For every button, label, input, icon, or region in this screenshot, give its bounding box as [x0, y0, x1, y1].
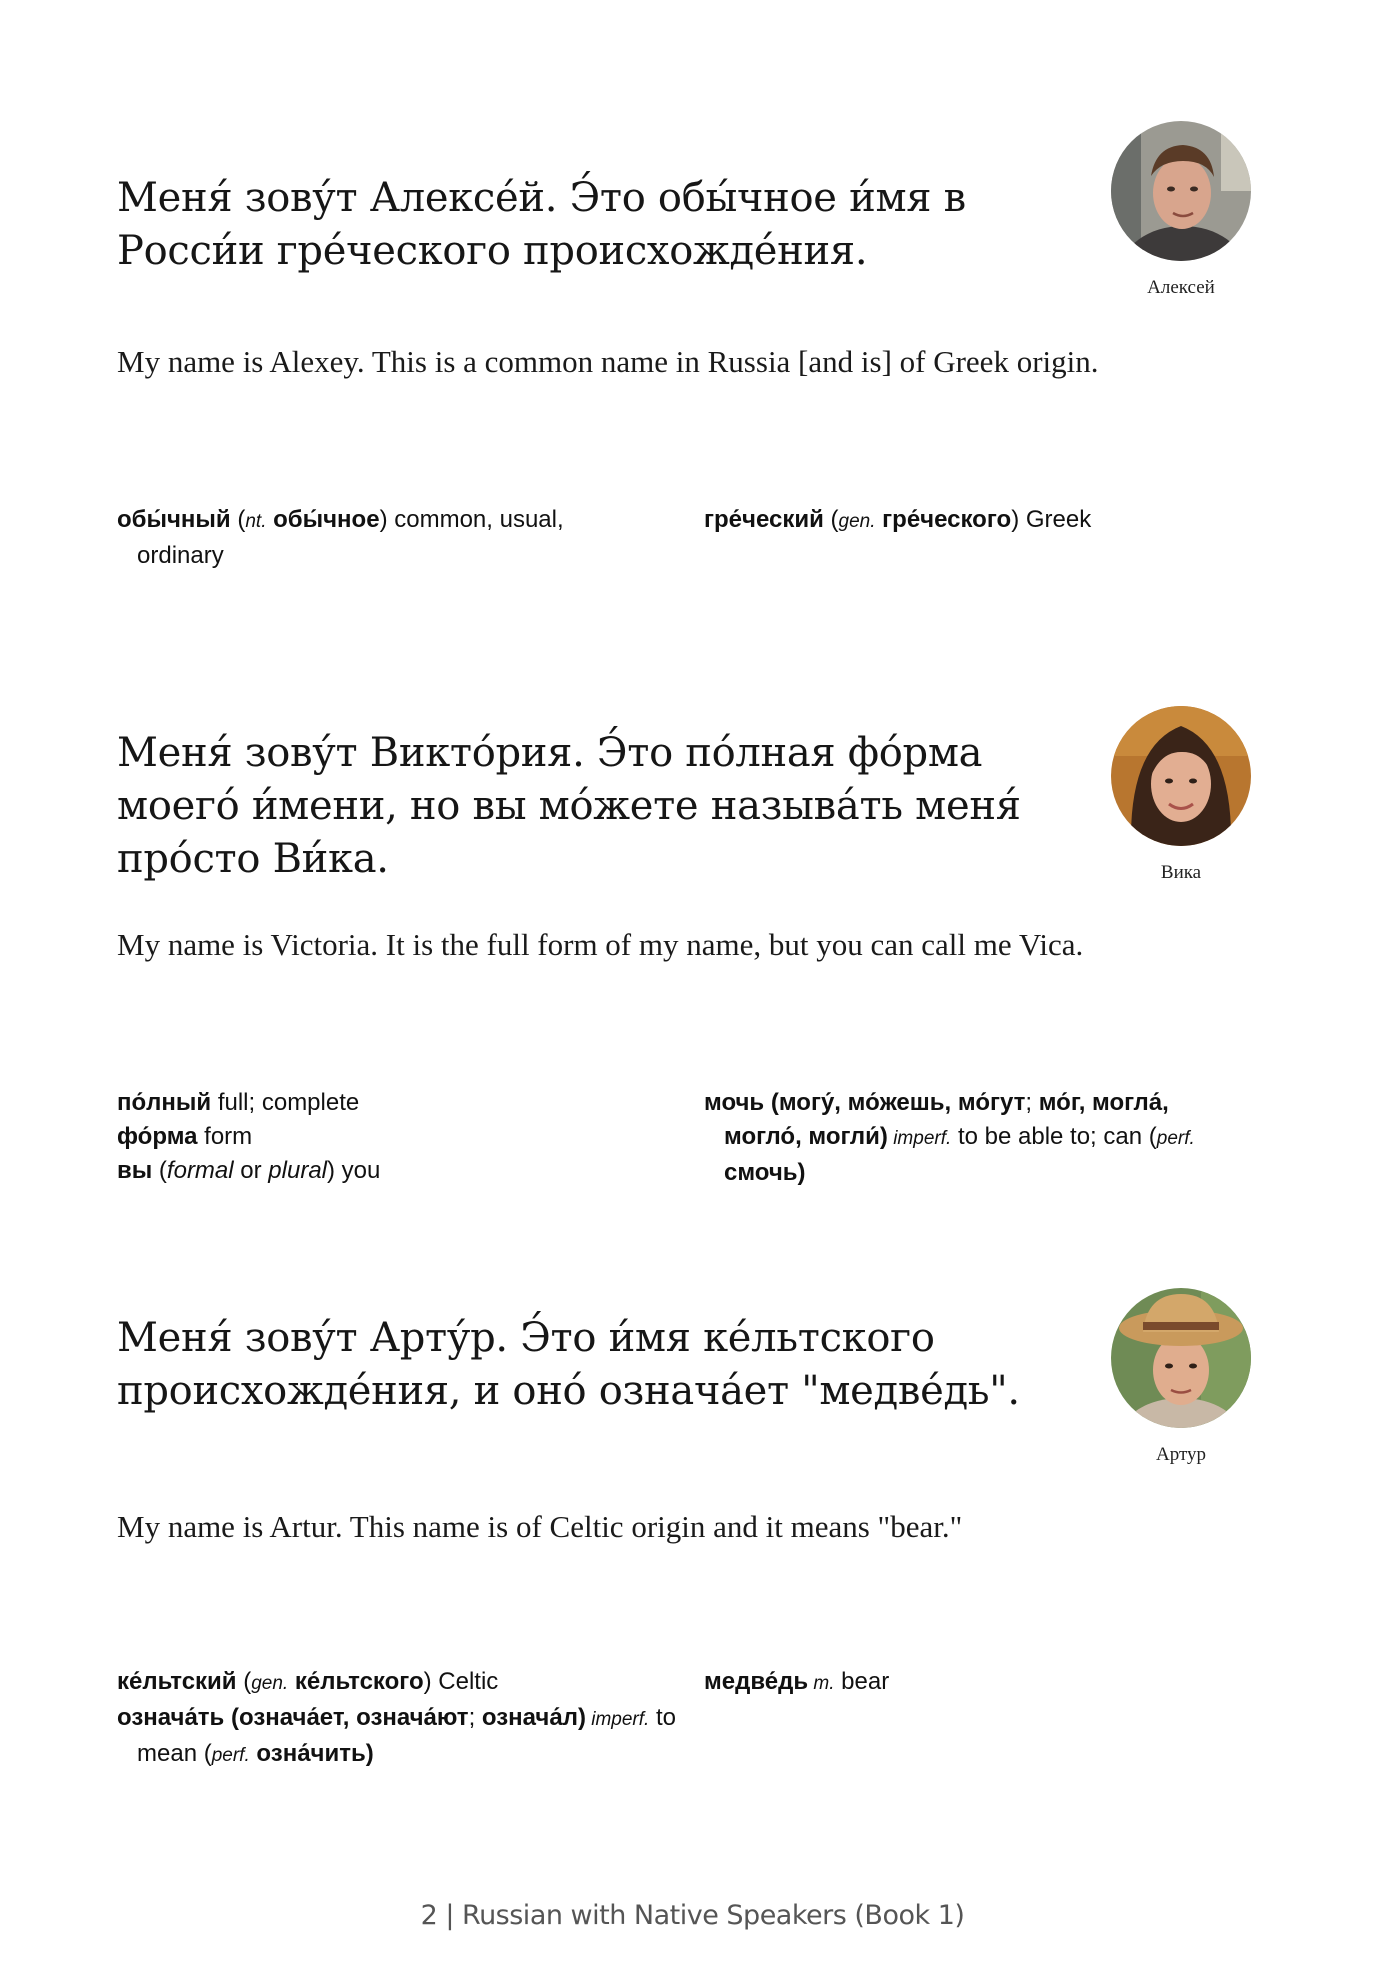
vocab-word: мочь: [704, 1089, 765, 1116]
avatar-caption: Вика: [1160, 862, 1202, 883]
paren: (: [230, 506, 246, 533]
vocab-forms-sep: ;: [468, 1704, 482, 1731]
vocab-abbr: gen.: [251, 1673, 289, 1694]
vocab-definition: Greek: [1019, 506, 1092, 533]
vocab-entry: [117, 1154, 597, 1188]
vocab-forms: означа́ет, означа́ют: [238, 1704, 469, 1731]
vocab-left: [117, 503, 597, 573]
vocab-entry: [117, 1701, 677, 1773]
portrait-image: [1111, 1288, 1251, 1428]
page-footer: 2 | Russian with Native Speakers (Book 1): [420, 1900, 965, 1931]
vocab-definition: common, usual, ordinary: [137, 506, 564, 569]
paren: ): [797, 1159, 806, 1186]
portrait-image: [1111, 121, 1251, 261]
paren: ): [423, 1668, 432, 1695]
vocab-forms-sep: ;: [1025, 1089, 1039, 1116]
avatar-caption: Алексей: [1147, 277, 1215, 298]
avatar: [1111, 121, 1251, 261]
vocab-abbr: gen.: [838, 511, 876, 532]
vocab-word: означа́ть: [117, 1704, 225, 1731]
english-translation: My name is Alexey. This is a common name in Russia [and is] of Greek origin.: [117, 344, 1099, 379]
vocab-note: formal: [166, 1157, 234, 1184]
vocab-note: plural: [268, 1157, 327, 1184]
paren: (: [152, 1157, 167, 1184]
paren: (: [764, 1089, 779, 1116]
vocab-word: гре́ческий: [704, 506, 824, 533]
paren: (: [823, 506, 839, 533]
paren: ): [327, 1157, 335, 1184]
vocab-entry: [704, 503, 1224, 539]
paren: (: [1142, 1123, 1157, 1150]
vocab-definition: bear: [834, 1668, 890, 1695]
paren: ): [879, 1123, 888, 1150]
english-translation: My name is Victoria. It is the full form of my name, but you can call me Vica.: [117, 927, 1084, 962]
vocab-entry: [117, 1086, 597, 1120]
vocab-word: обы́чный: [117, 506, 231, 533]
vocab-entry: [117, 503, 597, 573]
paren: (: [236, 1668, 252, 1695]
vocab-definition: Celtic: [431, 1668, 499, 1695]
vocab-abbr: imperf.: [585, 1709, 650, 1730]
vocab-right: [704, 1086, 1224, 1190]
vocab-definition: to mean: [137, 1704, 676, 1767]
vocab-definition: full; complete: [211, 1089, 360, 1116]
vocab-definition: to be able to; can: [951, 1123, 1143, 1150]
vocab-word: ке́льтский: [117, 1668, 237, 1695]
vocab-entry: [704, 1665, 1224, 1701]
vocab-abbr: perf.: [1156, 1128, 1195, 1149]
vocab-abbr: perf.: [211, 1745, 250, 1766]
avatar-caption: Артур: [1155, 1444, 1207, 1465]
vocab-left: [117, 1665, 677, 1773]
speaker-avatar: [1106, 121, 1256, 299]
vocab-abbr: imperf.: [887, 1128, 952, 1149]
vocab-perf-form: смочь: [724, 1159, 798, 1186]
portrait-image: [1111, 706, 1251, 846]
vocab-entry: [704, 1086, 1224, 1190]
paren: ): [1011, 506, 1020, 533]
vocab-word: фо́рма: [117, 1123, 198, 1150]
vocab-forms: могу́, мо́жешь, мо́гут: [778, 1089, 1026, 1116]
speaker-avatar: [1106, 706, 1256, 884]
vocab-form: обы́чное: [266, 506, 380, 533]
vocab-forms: означа́л: [481, 1704, 578, 1731]
avatar: [1111, 706, 1251, 846]
russian-text: Меня́ зову́т Викто́рия. Э́то по́лная фо́рма моего́ и́мени, но вы мо́жете называ́ть меня́ про́сто Ви́ка.: [117, 730, 1021, 882]
vocab-abbr: nt.: [245, 511, 267, 532]
vocab-right: [704, 1665, 1224, 1701]
vocab-right: [704, 503, 1224, 539]
paren: (: [197, 1740, 212, 1767]
vocab-abbr: m.: [808, 1673, 835, 1694]
russian-text: Меня́ зову́т Алексе́й. Э́то обы́чное и́мя в Росси́и гре́ческого происхожде́ния.: [117, 175, 966, 274]
vocab-word: по́лный: [117, 1089, 212, 1116]
vocab-definition: form: [197, 1123, 253, 1150]
vocab-forms: мо́г, могла́, могло́, могли́: [724, 1089, 1169, 1150]
paren: (: [224, 1704, 239, 1731]
russian-text: Меня́ зову́т Арту́р. Э́то и́мя ке́льтского происхожде́ния, и оно́ означа́ет "медве́дь".: [117, 1315, 1020, 1414]
english-translation: My name is Artur. This name is of Celtic origin and it means "bear.": [117, 1509, 963, 1544]
vocab-form: гре́ческого: [875, 506, 1012, 533]
vocab-entry: [117, 1120, 597, 1154]
vocab-perf-form: озна́чить: [249, 1740, 366, 1767]
vocab-definition: you: [335, 1157, 381, 1184]
paren: ): [577, 1704, 586, 1731]
speaker-avatar: [1106, 1288, 1256, 1466]
avatar: [1111, 1288, 1251, 1428]
vocab-left: [117, 1086, 597, 1188]
vocab-word: медве́дь: [704, 1668, 809, 1695]
vocab-entry: [117, 1665, 677, 1701]
paren: ): [379, 506, 388, 533]
vocab-note-sep: or: [233, 1157, 269, 1184]
vocab-form: ке́льтского: [288, 1668, 424, 1695]
paren: ): [365, 1740, 374, 1767]
vocab-word: вы: [117, 1157, 153, 1184]
